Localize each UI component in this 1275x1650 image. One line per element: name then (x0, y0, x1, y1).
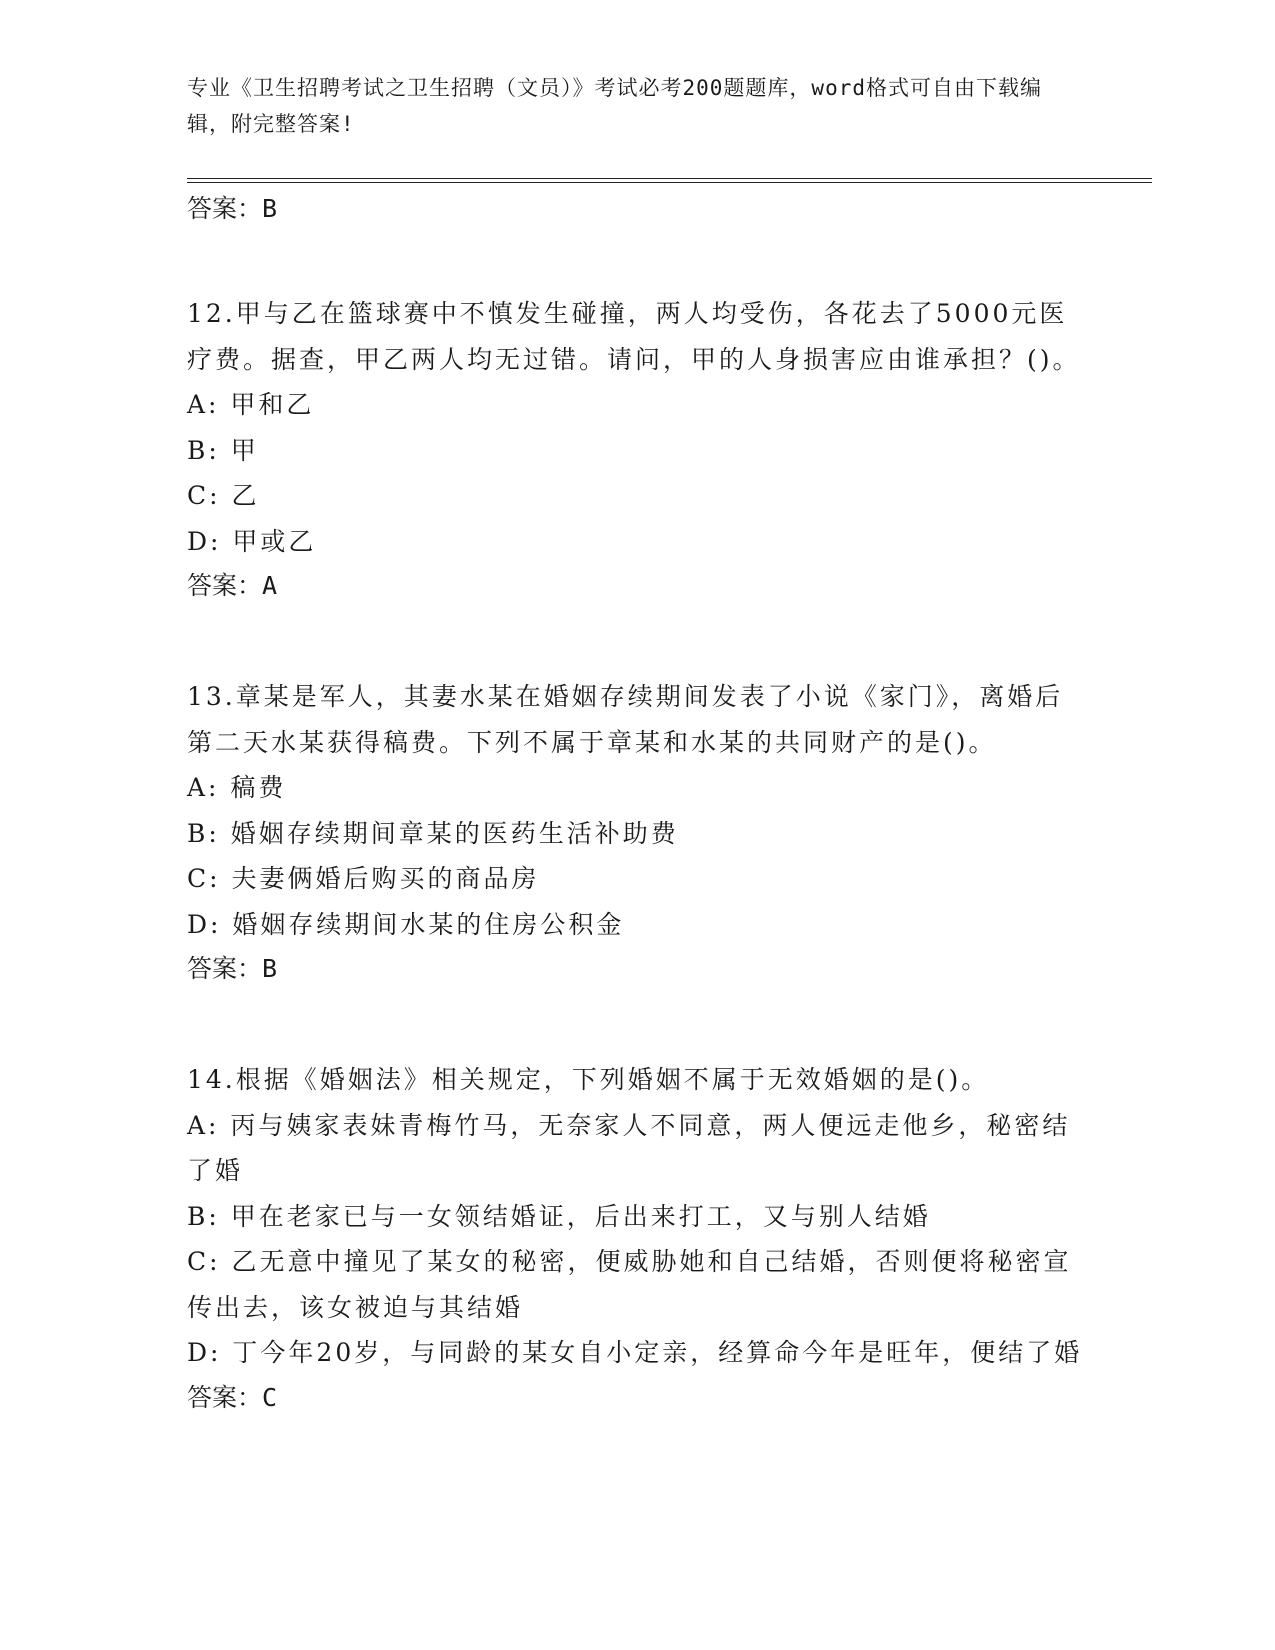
answer-line: 答案：B (187, 194, 278, 223)
question-text: 13.章某是军人，其妻水某在婚姻存续期间发表了小说《家门》，离婚后第二天水某获得稿费。下列不属于章某和水某的共同财产的是()。 (187, 682, 1064, 757)
question-13 (187, 674, 1087, 991)
question-14 (187, 1057, 1087, 1420)
option-c: C: 夫妻俩婚后购买的商品房 (187, 864, 540, 893)
answer-line: 答案：A (187, 571, 278, 600)
question-text: 14.根据《婚姻法》相关规定，下列婚姻不属于无效婚姻的是()。 (187, 1065, 990, 1094)
option-d: D: 丁今年20岁，与同龄的某女自小定亲，经算命今年是旺年，便结了婚 (187, 1338, 1083, 1367)
option-b: B: 婚姻存续期间章某的医药生活补助费 (187, 818, 679, 848)
document-body (187, 187, 1087, 1420)
option-b: B: 甲 (187, 435, 259, 465)
question-text: 12.甲与乙在篮球赛中不慎发生碰撞，两人均受伤，各花去了5000元医疗费。据查，甲乙两人均无过错。请问，甲的人身损害应由谁承担？()。 (187, 299, 1081, 374)
option-c: C: 乙无意中撞见了某女的秘密，便威胁她和自己结婚，否则便将秘密宣传出去，该女被迫与其结婚 (187, 1247, 1072, 1322)
option-d: D: 甲或乙 (187, 526, 317, 556)
option-a: A: 甲和乙 (187, 390, 315, 419)
answer-line: 答案：B (187, 954, 278, 983)
option-a: A: 稿费 (187, 773, 287, 802)
document-header: 专业《卫生招聘考试之卫生招聘（文员）》考试必考200题题库，word格式可自由下载编辑，附完整答案! (187, 76, 1042, 136)
header-divider (187, 178, 1152, 183)
option-b: B: 甲在老家已与一女领结婚证，后出来打工，又与别人结婚 (187, 1201, 931, 1231)
option-d: D: 婚姻存续期间水某的住房公积金 (187, 909, 625, 939)
option-c: C: 乙 (187, 481, 260, 510)
answer-line: 答案：C (187, 1382, 278, 1412)
question-12 (187, 291, 1087, 608)
option-a: A: 丙与姨家表妹青梅竹马，无奈家人不同意，两人便远走他乡，秘密结了婚 (187, 1110, 1071, 1185)
